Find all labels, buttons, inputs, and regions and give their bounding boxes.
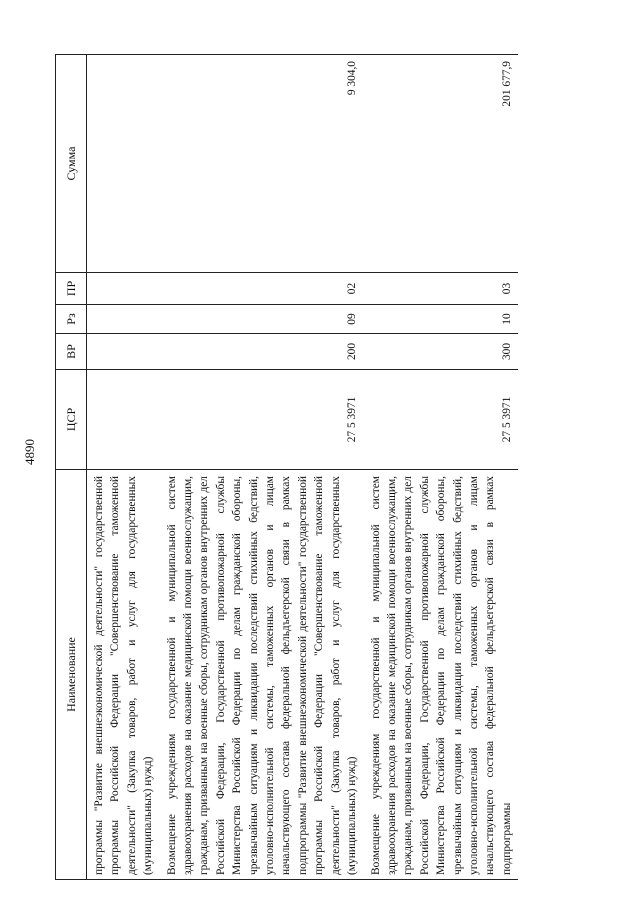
row-csr: 27 5 3971: [364, 370, 519, 470]
row-name: Возмещение учреждениям государственной и муниципальной систем здравоохранения расходов на оказание медицинской помощи военнослужащим, гражданам, призванным на военные сборы, сотрудникам органов внутренних дел Российской Федерации, Государственной противопожарной службы Министерства Российской Федерации по делам гражданской обороны, чрезвычайным ситуациям и ликвидации последствий стихийных бедствий, уголовно-исполнительной системы, таможенных органов и лицам начальствующего состава федеральной фельдъегерской связи в рамках подпрограммы: [364, 470, 519, 880]
row-name: программы "Развитие внешнеэкономической деятельности" государственной программы Российской Федерации "Совершенствование таможенной деятельности" (Закупка товаров, работ и услуг для государственных (муниципальных) нужд): [87, 470, 160, 880]
table-row: [364, 55, 519, 880]
row-pr: [87, 273, 160, 305]
row-pr: 02: [160, 273, 364, 305]
row-sum: 201 677,9: [364, 55, 519, 273]
row-name: Возмещение учреждениям государственной и муниципальной систем здравоохранения расходов на оказание медицинской помощи военнослужащим, гражданам, призванным на военные сборы, сотрудникам органов внутренних дел Российской Федерации, Государственной противопожарной службы Министерства Российской Федерации по делам гражданской обороны, чрезвычайным ситуациям и ликвидации последствий стихийных бедствий, уголовно-исполнительной системы, таможенных органов и лицам начальствующего состава федеральной фельдъегерской связи в рамках подпрограммы "Развитие внешнеэкономической деятельности" государственной программы Российской Федерации "Совершенствование таможенной деятельности" (Закупка товаров, работ и услуг для государственных (муниципальных) нужд): [160, 470, 364, 880]
column-header-sum: Сумма: [56, 55, 87, 273]
column-header-rz: Рз: [56, 305, 87, 334]
row-csr: 27 5 3971: [160, 370, 364, 470]
column-header-vr: ВР: [56, 334, 87, 370]
row-vr: 300: [364, 334, 519, 370]
table-row: [160, 55, 364, 880]
row-csr: [87, 370, 160, 470]
row-rz: 10: [364, 305, 519, 334]
row-vr: 200: [160, 334, 364, 370]
row-rz: 09: [160, 305, 364, 334]
row-sum: [87, 55, 160, 273]
budget-table: [55, 54, 518, 880]
column-header-pr: ПР: [56, 273, 87, 305]
row-vr: [87, 334, 160, 370]
table-header-row: [56, 55, 87, 880]
row-sum: 9 304,0: [160, 55, 364, 273]
table-row: [87, 55, 160, 880]
page-number: 4890: [22, 439, 37, 465]
row-pr: 03: [364, 273, 519, 305]
rotated-table-sheet: [55, 55, 600, 880]
column-header-csr: ЦСР: [56, 370, 87, 470]
row-rz: [87, 305, 160, 334]
column-header-name: Наименование: [56, 470, 87, 880]
